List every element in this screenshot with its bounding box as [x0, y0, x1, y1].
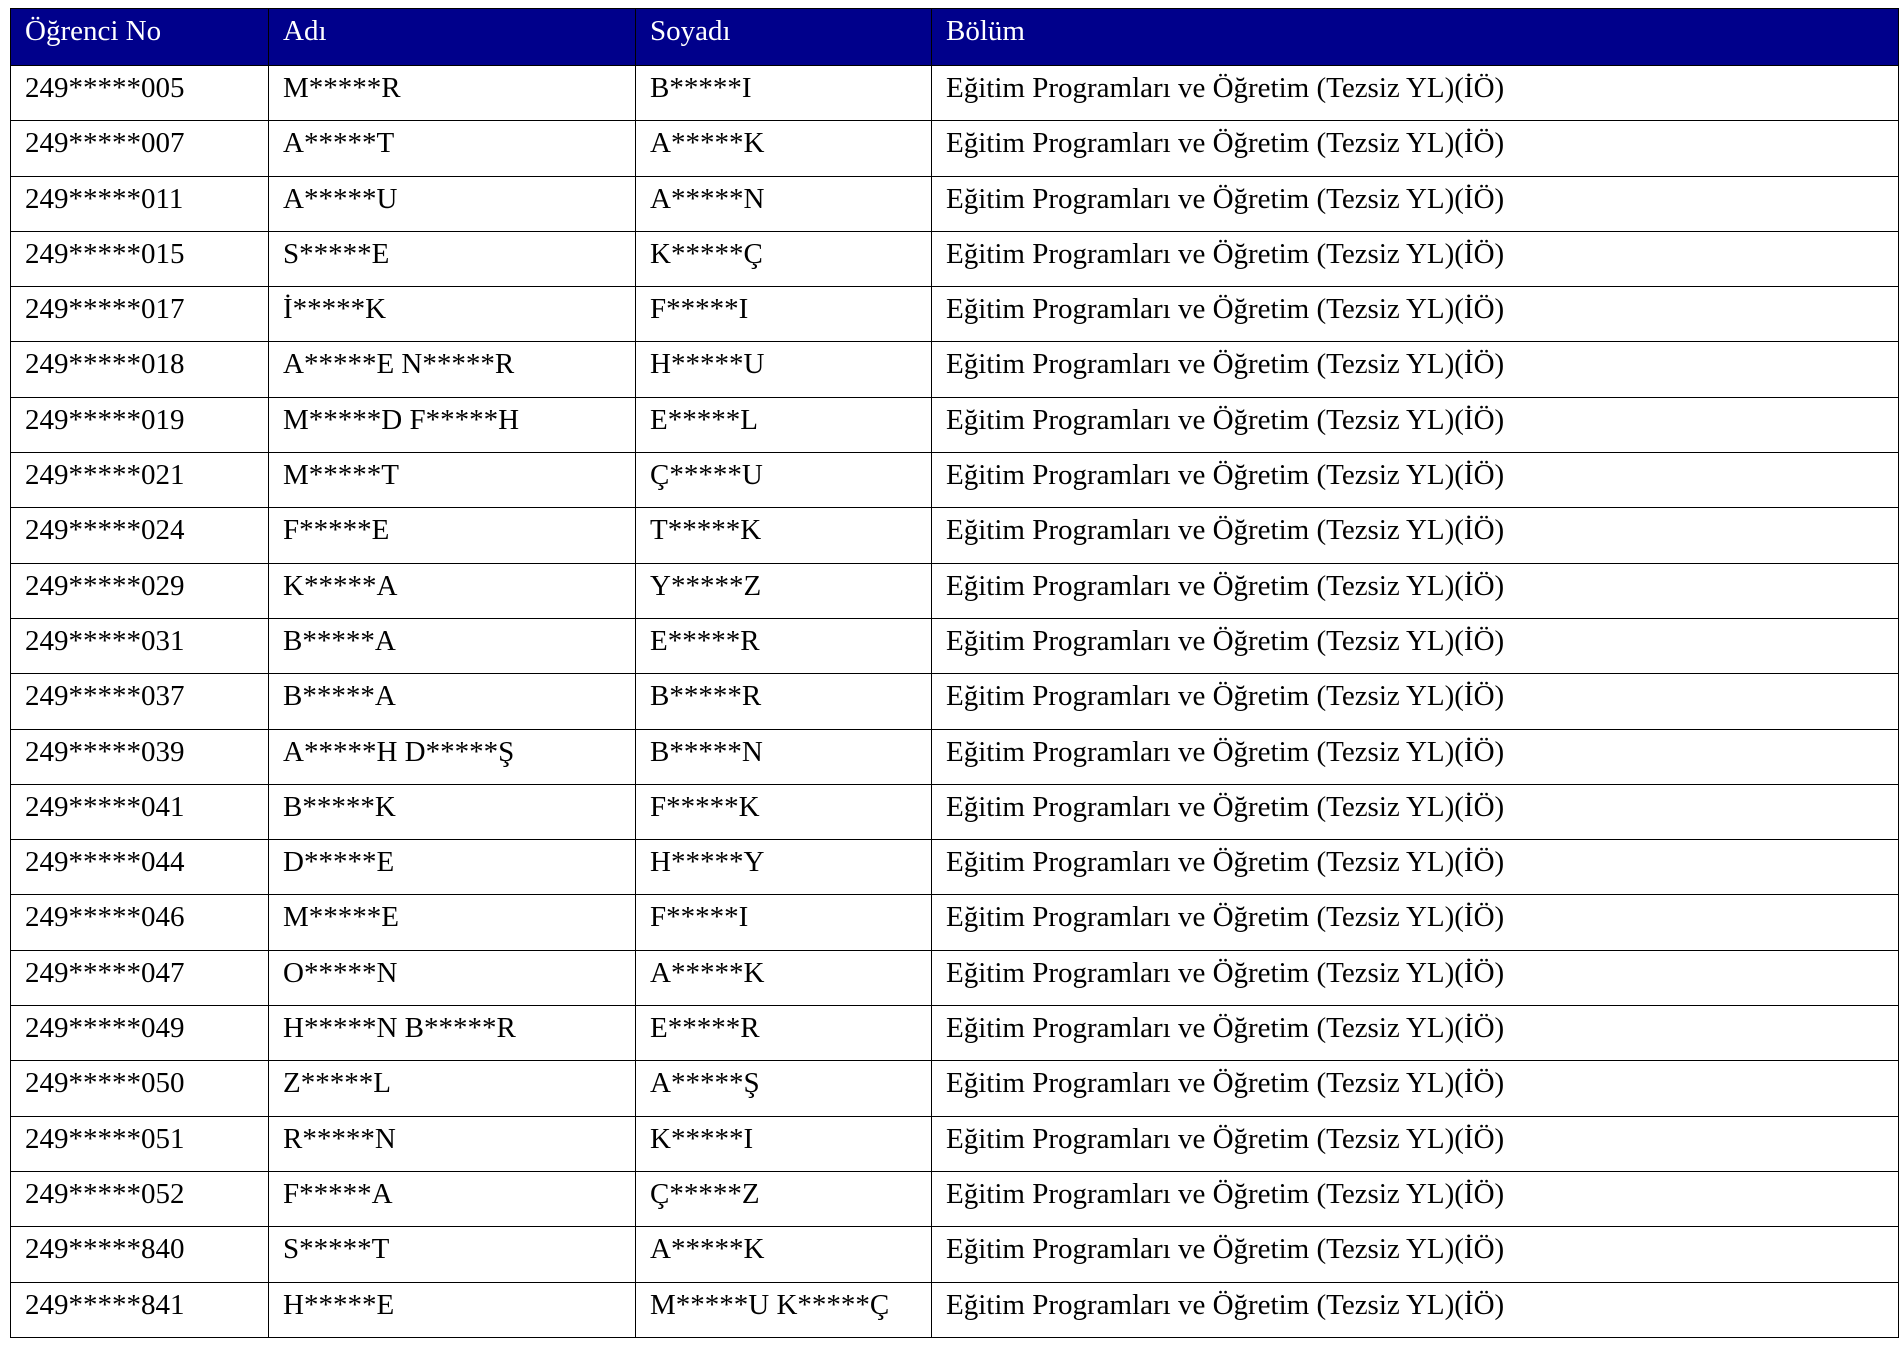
column-header-department: Bölüm [932, 9, 1899, 66]
cell-student-no: 249*****029 [11, 563, 269, 618]
cell-student-no: 249*****017 [11, 287, 269, 342]
cell-last-name: A*****K [636, 950, 932, 1005]
cell-last-name: F*****K [636, 784, 932, 839]
cell-last-name: H*****U [636, 342, 932, 397]
cell-department: Eğitim Programları ve Öğretim (Tezsiz YL)(İÖ) [932, 950, 1899, 1005]
table-row [11, 618, 1899, 673]
table-row [11, 1282, 1899, 1337]
cell-first-name: S*****T [269, 1227, 636, 1282]
cell-first-name: M*****R [269, 66, 636, 121]
cell-first-name: F*****E [269, 508, 636, 563]
cell-student-no: 249*****019 [11, 397, 269, 452]
cell-last-name: E*****L [636, 397, 932, 452]
cell-department: Eğitim Programları ve Öğretim (Tezsiz YL)(İÖ) [932, 397, 1899, 452]
cell-last-name: K*****I [636, 1116, 932, 1171]
cell-department: Eğitim Programları ve Öğretim (Tezsiz YL)(İÖ) [932, 66, 1899, 121]
cell-last-name: K*****Ç [636, 231, 932, 286]
cell-first-name: Z*****L [269, 1061, 636, 1116]
cell-student-no: 249*****039 [11, 729, 269, 784]
column-header-student-no: Öğrenci No [11, 9, 269, 66]
table-row [11, 1116, 1899, 1171]
cell-department: Eğitim Programları ve Öğretim (Tezsiz YL)(İÖ) [932, 563, 1899, 618]
table-row [11, 563, 1899, 618]
cell-department: Eğitim Programları ve Öğretim (Tezsiz YL)(İÖ) [932, 287, 1899, 342]
cell-last-name: Ç*****Z [636, 1171, 932, 1226]
cell-first-name: B*****K [269, 784, 636, 839]
cell-student-no: 249*****024 [11, 508, 269, 563]
cell-first-name: B*****A [269, 674, 636, 729]
cell-student-no: 249*****051 [11, 1116, 269, 1171]
cell-first-name: A*****E N*****R [269, 342, 636, 397]
cell-last-name: F*****I [636, 895, 932, 950]
cell-last-name: E*****R [636, 618, 932, 673]
table-header-row [11, 9, 1899, 66]
cell-first-name: M*****E [269, 895, 636, 950]
cell-last-name: M*****U K*****Ç [636, 1282, 932, 1337]
cell-department: Eğitim Programları ve Öğretim (Tezsiz YL)(İÖ) [932, 342, 1899, 397]
cell-department: Eğitim Programları ve Öğretim (Tezsiz YL)(İÖ) [932, 231, 1899, 286]
table-row [11, 121, 1899, 176]
cell-department: Eğitim Programları ve Öğretim (Tezsiz YL)(İÖ) [932, 176, 1899, 231]
table-row [11, 1171, 1899, 1226]
cell-department: Eğitim Programları ve Öğretim (Tezsiz YL)(İÖ) [932, 729, 1899, 784]
cell-last-name: H*****Y [636, 840, 932, 895]
cell-first-name: F*****A [269, 1171, 636, 1226]
cell-department: Eğitim Programları ve Öğretim (Tezsiz YL)(İÖ) [932, 1061, 1899, 1116]
cell-first-name: H*****N B*****R [269, 1006, 636, 1061]
cell-department: Eğitim Programları ve Öğretim (Tezsiz YL)(İÖ) [932, 1282, 1899, 1337]
cell-department: Eğitim Programları ve Öğretim (Tezsiz YL)(İÖ) [932, 840, 1899, 895]
cell-last-name: E*****R [636, 1006, 932, 1061]
cell-student-no: 249*****049 [11, 1006, 269, 1061]
cell-student-no: 249*****005 [11, 66, 269, 121]
table-row [11, 784, 1899, 839]
cell-student-no: 249*****015 [11, 231, 269, 286]
table-row [11, 453, 1899, 508]
table-row [11, 231, 1899, 286]
table-row [11, 895, 1899, 950]
table-row [11, 840, 1899, 895]
cell-department: Eğitim Programları ve Öğretim (Tezsiz YL)(İÖ) [932, 1227, 1899, 1282]
cell-department: Eğitim Programları ve Öğretim (Tezsiz YL)(İÖ) [932, 121, 1899, 176]
student-list-table [10, 8, 1899, 1338]
cell-first-name: K*****A [269, 563, 636, 618]
cell-last-name: Ç*****U [636, 453, 932, 508]
cell-last-name: Y*****Z [636, 563, 932, 618]
table-row [11, 508, 1899, 563]
table-row [11, 674, 1899, 729]
cell-first-name: O*****N [269, 950, 636, 1005]
cell-department: Eğitim Programları ve Öğretim (Tezsiz YL)(İÖ) [932, 1171, 1899, 1226]
table-row [11, 1061, 1899, 1116]
cell-first-name: A*****H D*****Ş [269, 729, 636, 784]
column-header-last-name: Soyadı [636, 9, 932, 66]
table-row [11, 397, 1899, 452]
cell-first-name: M*****T [269, 453, 636, 508]
table-row [11, 1227, 1899, 1282]
cell-student-no: 249*****841 [11, 1282, 269, 1337]
cell-department: Eğitim Programları ve Öğretim (Tezsiz YL)(İÖ) [932, 674, 1899, 729]
cell-last-name: A*****N [636, 176, 932, 231]
cell-first-name: D*****E [269, 840, 636, 895]
cell-student-no: 249*****007 [11, 121, 269, 176]
cell-department: Eğitim Programları ve Öğretim (Tezsiz YL)(İÖ) [932, 1006, 1899, 1061]
table-row [11, 729, 1899, 784]
cell-department: Eğitim Programları ve Öğretim (Tezsiz YL)(İÖ) [932, 1116, 1899, 1171]
cell-department: Eğitim Programları ve Öğretim (Tezsiz YL)(İÖ) [932, 784, 1899, 839]
cell-first-name: B*****A [269, 618, 636, 673]
cell-last-name: B*****R [636, 674, 932, 729]
cell-first-name: M*****D F*****H [269, 397, 636, 452]
cell-first-name: S*****E [269, 231, 636, 286]
cell-student-no: 249*****044 [11, 840, 269, 895]
cell-department: Eğitim Programları ve Öğretim (Tezsiz YL)(İÖ) [932, 453, 1899, 508]
cell-first-name: İ*****K [269, 287, 636, 342]
cell-first-name: A*****T [269, 121, 636, 176]
table-body [11, 66, 1899, 1338]
cell-student-no: 249*****011 [11, 176, 269, 231]
cell-last-name: B*****N [636, 729, 932, 784]
cell-student-no: 249*****052 [11, 1171, 269, 1226]
table-row [11, 176, 1899, 231]
cell-first-name: H*****E [269, 1282, 636, 1337]
cell-department: Eğitim Programları ve Öğretim (Tezsiz YL)(İÖ) [932, 618, 1899, 673]
student-list-table-container [10, 8, 1898, 1338]
cell-student-no: 249*****840 [11, 1227, 269, 1282]
cell-first-name: A*****U [269, 176, 636, 231]
cell-last-name: T*****K [636, 508, 932, 563]
cell-last-name: A*****K [636, 121, 932, 176]
table-header [11, 9, 1899, 66]
cell-student-no: 249*****031 [11, 618, 269, 673]
cell-last-name: A*****K [636, 1227, 932, 1282]
cell-last-name: F*****I [636, 287, 932, 342]
cell-last-name: B*****I [636, 66, 932, 121]
table-row [11, 342, 1899, 397]
cell-department: Eğitim Programları ve Öğretim (Tezsiz YL)(İÖ) [932, 895, 1899, 950]
table-row [11, 1006, 1899, 1061]
cell-first-name: R*****N [269, 1116, 636, 1171]
cell-student-no: 249*****018 [11, 342, 269, 397]
column-header-first-name: Adı [269, 9, 636, 66]
cell-student-no: 249*****037 [11, 674, 269, 729]
table-row [11, 66, 1899, 121]
cell-last-name: A*****Ş [636, 1061, 932, 1116]
cell-department: Eğitim Programları ve Öğretim (Tezsiz YL)(İÖ) [932, 508, 1899, 563]
cell-student-no: 249*****050 [11, 1061, 269, 1116]
cell-student-no: 249*****047 [11, 950, 269, 1005]
cell-student-no: 249*****041 [11, 784, 269, 839]
cell-student-no: 249*****046 [11, 895, 269, 950]
table-row [11, 287, 1899, 342]
cell-student-no: 249*****021 [11, 453, 269, 508]
table-row [11, 950, 1899, 1005]
